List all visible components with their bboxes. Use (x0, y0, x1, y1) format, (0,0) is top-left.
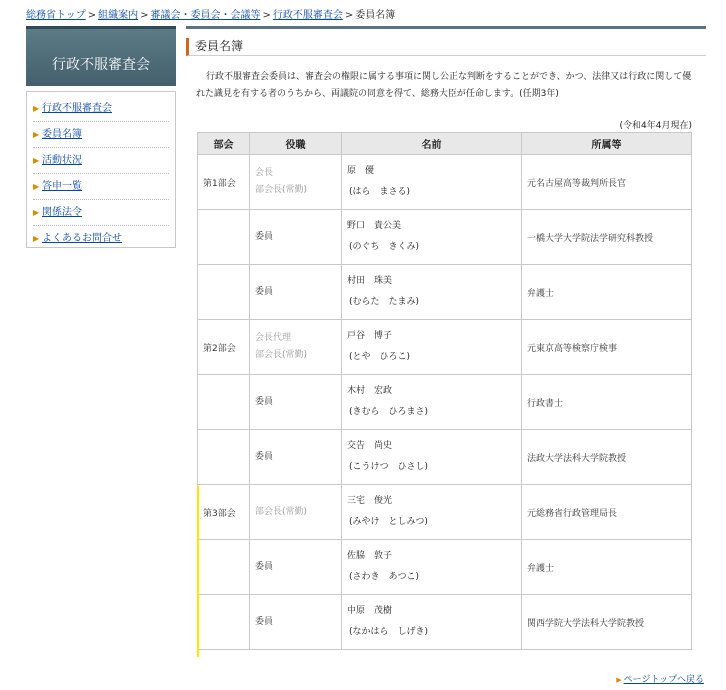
member-name-kana: (むらた たまみ) (349, 297, 420, 307)
member-name: 中原 茂樹 (347, 606, 393, 616)
role-primary: 委員 (255, 231, 274, 242)
member-name-kana: (みやけ としみつ) (349, 517, 428, 527)
cell-section: 第1部会 (198, 155, 250, 210)
cell-role (250, 485, 342, 540)
member-name: 村田 珠美 (347, 276, 393, 286)
cell-role (250, 210, 342, 265)
cell-affiliation: 元名古屋高等裁判所長官 (522, 155, 692, 210)
as-of-date: (令和4年4月現在) (619, 121, 692, 131)
breadcrumb-link-organization[interactable]: 組織案内 (98, 10, 139, 21)
role-secondary: 部会長(常勤) (255, 185, 308, 195)
breadcrumb-link-review-board[interactable]: 行政不服審査会 (272, 10, 343, 21)
cell-affiliation: 元総務省行政管理局長 (522, 485, 692, 540)
table-row (198, 375, 692, 430)
cell-name (342, 430, 522, 485)
cell-role (250, 155, 342, 210)
table-row (198, 430, 692, 485)
role-primary: 委員 (255, 451, 274, 462)
breadcrumb-link-councils[interactable]: 審議会・委員会・会議等 (150, 10, 261, 21)
breadcrumb-separator: > (140, 10, 149, 21)
page-top-label: ページトップへ戻る (623, 675, 704, 685)
breadcrumb-current: 委員名簿 (355, 10, 396, 21)
cell-section (198, 430, 250, 485)
cell-affiliation: 行政書士 (522, 375, 692, 430)
role-secondary: 部会長(常勤) (255, 350, 308, 360)
cell-name (342, 320, 522, 375)
breadcrumb-separator: > (262, 10, 271, 21)
sidebar-item-laws[interactable] (33, 200, 169, 226)
sidebar-item-label: 活動状況 (42, 155, 82, 166)
member-name-kana: (はら まさる) (349, 187, 411, 197)
breadcrumb-link-top[interactable]: 総務省トップ (26, 10, 86, 21)
role-primary: 会長代理 (255, 333, 292, 343)
breadcrumb-separator: > (87, 10, 97, 21)
cell-section (198, 375, 250, 430)
column-header-name: 名前 (342, 133, 522, 155)
table-row (198, 485, 692, 540)
page-top-link[interactable] (616, 672, 704, 685)
sidebar-item-members[interactable] (33, 122, 169, 148)
cell-affiliation: 弁護士 (522, 265, 692, 320)
cell-affiliation: 一橋大学大学院法学研究科教授 (522, 210, 692, 265)
role-primary: 委員 (255, 616, 274, 627)
member-name: 木村 宏政 (347, 386, 393, 396)
member-name-kana: (のぐち きくみ) (349, 242, 420, 252)
arrow-right-icon: ▶ (33, 182, 40, 191)
cell-affiliation: 関西学院大学法科大学院教授 (522, 595, 692, 650)
member-name-kana: (きむら ひろまさ) (349, 407, 429, 417)
sidebar-title: 行政不服審査会 (26, 26, 176, 86)
cell-role (250, 320, 342, 375)
sidebar-item-label: 行政不服審査会 (42, 103, 112, 114)
cell-affiliation: 法政大学法科大学院教授 (522, 430, 692, 485)
table-header-row (198, 133, 692, 155)
column-header-role: 役職 (250, 133, 342, 155)
table-row (198, 540, 692, 595)
arrow-right-icon: ▶ (616, 676, 622, 684)
arrow-right-icon: ▶ (33, 208, 40, 217)
members-table (197, 132, 692, 650)
table-row (198, 320, 692, 375)
sidebar-item-label: 答申一覧 (42, 181, 82, 192)
member-name: 戸谷 博子 (347, 331, 393, 341)
member-name-kana: (さわき あつこ) (349, 572, 420, 582)
breadcrumb (26, 6, 395, 21)
member-name: 交告 尚史 (347, 441, 393, 451)
content-top-rule (186, 26, 706, 29)
sidebar-item-label: 関係法令 (42, 207, 82, 218)
sidebar-item-label: 委員名簿 (42, 129, 82, 140)
arrow-right-icon: ▶ (33, 104, 40, 113)
cell-affiliation: 元東京高等検察庁検事 (522, 320, 692, 375)
column-header-section: 部会 (198, 133, 250, 155)
sidebar-item-review-board[interactable] (33, 96, 169, 122)
cell-section (198, 595, 250, 650)
cell-section: 第3部会 (198, 485, 250, 540)
member-name-kana: (とや ひろこ) (349, 352, 411, 362)
cell-role (250, 595, 342, 650)
role-primary: 委員 (255, 561, 274, 572)
arrow-right-icon: ▶ (33, 234, 40, 243)
intro-text: 行政不服審査会委員は、審査会の権限に属する事項に関し公正な判断をすることができ、かつ、法律又は行政に関して優れた識見を有する者のうちから、両議院の同意を得て、総務大臣が任命します。(任期3年) (196, 72, 692, 99)
page-title: 委員名簿 (186, 38, 706, 56)
sidebar-nav (26, 91, 176, 248)
cell-name (342, 210, 522, 265)
arrow-right-icon: ▶ (33, 130, 40, 139)
cell-name (342, 485, 522, 540)
sidebar-item-label: よくあるお問合せ (42, 233, 122, 244)
cell-name (342, 265, 522, 320)
sidebar-item-activities[interactable] (33, 148, 169, 174)
cell-section: 第2部会 (198, 320, 250, 375)
highlight-bar (197, 486, 199, 657)
member-name-kana: (こうけつ ひさし) (349, 462, 429, 472)
member-name: 佐脇 敦子 (347, 551, 393, 561)
cell-name (342, 540, 522, 595)
cell-section (198, 540, 250, 595)
cell-section (198, 210, 250, 265)
role-primary: 部会長(常勤) (255, 506, 308, 517)
member-name-kana: (なかはら しげき) (349, 627, 429, 637)
role-primary: 委員 (255, 286, 274, 297)
cell-name (342, 595, 522, 650)
role-primary: 委員 (255, 396, 274, 407)
member-name: 野口 貴公美 (347, 221, 402, 231)
column-header-affiliation: 所属等 (522, 133, 692, 155)
arrow-right-icon: ▶ (33, 156, 40, 165)
cell-role (250, 265, 342, 320)
cell-affiliation: 弁護士 (522, 540, 692, 595)
cell-name (342, 375, 522, 430)
cell-name (342, 155, 522, 210)
breadcrumb-separator: > (344, 10, 354, 21)
table-row (198, 155, 692, 210)
sidebar-item-faq[interactable] (33, 226, 169, 251)
cell-role (250, 430, 342, 485)
sidebar-item-reports[interactable] (33, 174, 169, 200)
member-name: 原 優 (347, 166, 375, 176)
cell-role (250, 375, 342, 430)
member-name: 三宅 俊光 (347, 496, 393, 506)
cell-section (198, 265, 250, 320)
cell-role (250, 540, 342, 595)
role-primary: 会長 (255, 168, 274, 178)
table-row (198, 265, 692, 320)
table-row (198, 595, 692, 650)
table-row (198, 210, 692, 265)
